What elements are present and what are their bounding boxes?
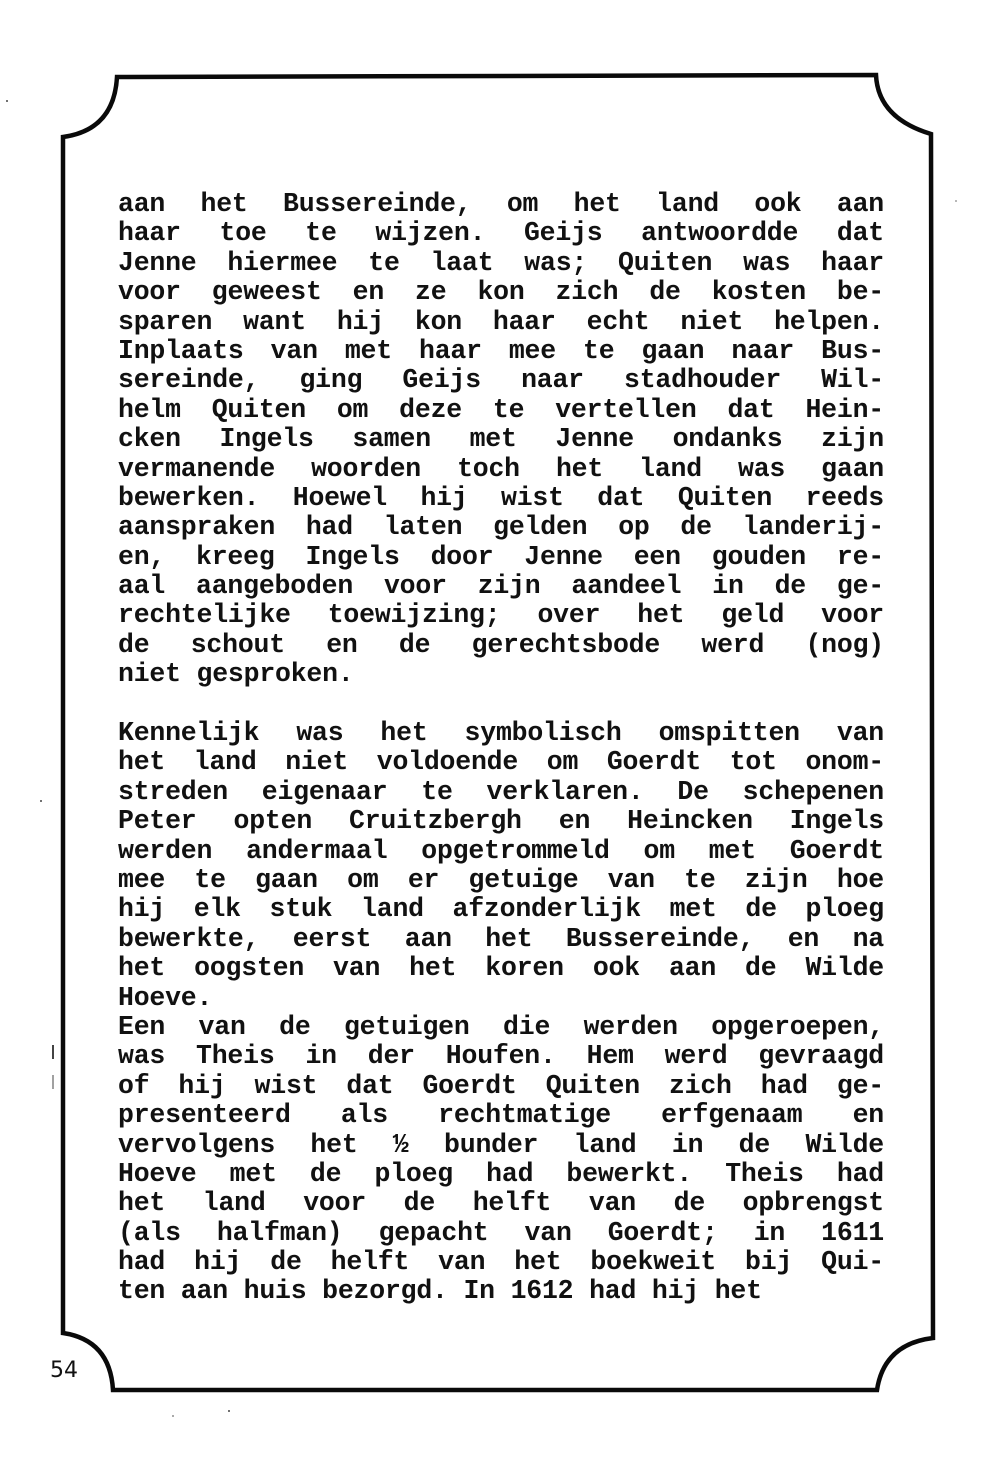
text-line: niet gesproken. bbox=[118, 659, 354, 690]
text-line: bewerkte, eerst aan het Bussereinde, en na bbox=[118, 923, 884, 954]
text-line: presenteerd als rechtmatige erfgenaam en bbox=[118, 1100, 884, 1131]
text-line: haar toe te wijzen. Geijs antwoordde dat bbox=[118, 218, 884, 249]
text-line: het oogsten van het koren ook aan de Wilde bbox=[118, 953, 884, 984]
paragraph bbox=[118, 719, 884, 1013]
text-line: werden andermaal opgetrommeld om met Goerdt bbox=[118, 835, 884, 866]
text-line: de schout en de gerechtsbode werd (nog) bbox=[118, 629, 884, 660]
text-line: Een van de getuigen die werden opgeroepen, bbox=[118, 1011, 884, 1042]
text-line: (als halfman) gepacht van Goerdt; in 1611 bbox=[118, 1217, 884, 1248]
text-line: bewerken. Hoewel hij wist dat Quiten reeds bbox=[118, 482, 884, 513]
text-line: vermanende woorden toch het land was gaan bbox=[118, 453, 884, 484]
text-line: en, kreeg Ingels door Jenne een gouden re- bbox=[118, 541, 884, 572]
text-line: Peter opten Cruitzbergh en Heincken Ingels bbox=[118, 806, 884, 837]
paragraph bbox=[118, 190, 884, 690]
text-line: sereinde, ging Geijs naar stadhouder Wil- bbox=[118, 365, 884, 396]
text-line: het land voor de helft van de opbrengst bbox=[118, 1188, 884, 1219]
text-line: helm Quiten om deze te vertellen dat Hein- bbox=[118, 394, 884, 425]
scan-speck bbox=[52, 1075, 54, 1089]
text-line: ten aan huis bezorgd. In 1612 had hij het bbox=[118, 1276, 762, 1307]
text-line: Hoeve met de ploeg had bewerkt. Theis had bbox=[118, 1158, 884, 1189]
body-text bbox=[118, 190, 884, 1307]
text-line: Kennelijk was het symbolisch omspitten van bbox=[118, 718, 884, 749]
scan-speck bbox=[52, 1045, 54, 1059]
scan-speck bbox=[6, 100, 8, 102]
text-line: aan het Bussereinde, om het land ook aan bbox=[118, 189, 884, 219]
text-line: voor geweest en ze kon zich de kosten be- bbox=[118, 277, 884, 308]
text-line: Jenne hiermee te laat was; Quiten was haar bbox=[118, 247, 884, 278]
text-line: mee te gaan om er getuige van te zijn hoe bbox=[118, 864, 884, 895]
text-line: rechtelijke toewijzing; over het geld voor bbox=[118, 600, 884, 631]
scan-speck bbox=[955, 200, 957, 202]
text-line: Inplaats van met haar mee te gaan naar Bus- bbox=[118, 335, 884, 366]
paragraph bbox=[118, 1013, 884, 1307]
text-line: streden eigenaar te verklaren. De schepenen bbox=[118, 776, 884, 807]
scan-speck bbox=[40, 800, 42, 802]
text-line: was Theis in der Houfen. Hem werd gevraagd bbox=[118, 1041, 884, 1072]
text-line: had hij de helft van het boekweit bij Qui- bbox=[118, 1247, 884, 1278]
text-line: aanspraken had laten gelden op de landerij- bbox=[118, 512, 884, 543]
page-number: 54 bbox=[50, 1358, 78, 1383]
text-line: het land niet voldoende om Goerdt tot onom- bbox=[118, 747, 884, 778]
text-line: sparen want hij kon haar echt niet helpen. bbox=[118, 306, 884, 337]
text-line: of hij wist dat Goerdt Quiten zich had ge- bbox=[118, 1070, 884, 1101]
scan-speck bbox=[172, 1415, 174, 1417]
scan-speck bbox=[228, 1410, 230, 1412]
text-line: Hoeve. bbox=[118, 982, 213, 1013]
text-line: cken Ingels samen met Jenne ondanks zijn bbox=[118, 424, 884, 455]
text-line: hij elk stuk land afzonderlijk met de ploeg bbox=[118, 894, 884, 925]
paragraph-gap bbox=[118, 690, 884, 719]
text-line: aal aangeboden voor zijn aandeel in de ge- bbox=[118, 571, 884, 602]
text-line: vervolgens het ½ bunder land in de Wilde bbox=[118, 1129, 884, 1160]
